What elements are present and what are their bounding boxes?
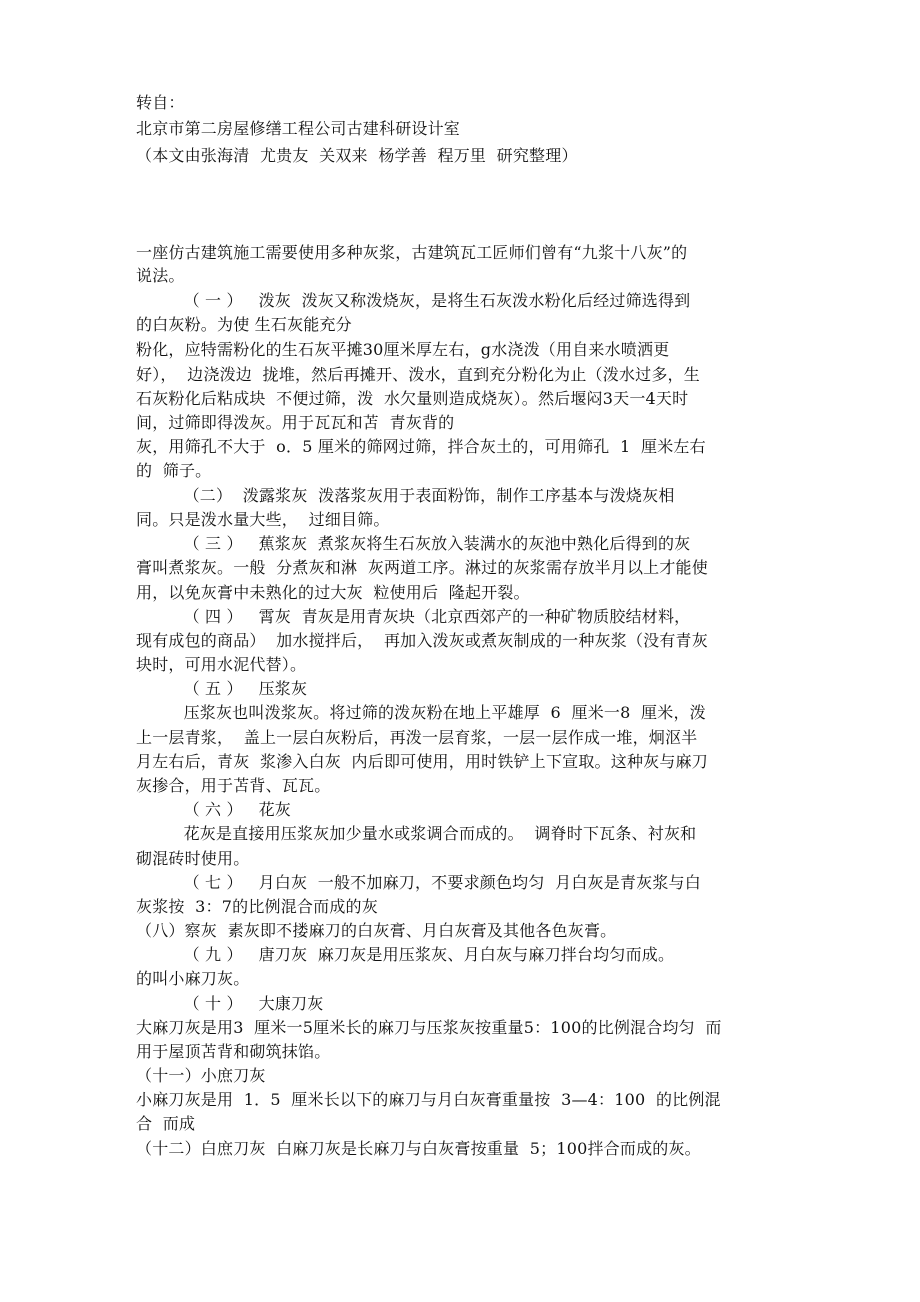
body-line: （二） 泼露浆灰 泼落浆灰用于表面粉饰，制作工序基本与泼烧灰相 (136, 486, 675, 505)
body-line: 灰，用筛孔不大于 o．5 厘米的筛网过筛，拌合灰土的，可用筛孔 1 厘米左右 (136, 437, 706, 456)
body-line: 的白灰粉。为使 生石灰能充分 (136, 315, 352, 334)
body-line: 好）， 边浇泼边 拢堆，然后再摊开、泼水，直到充分粉化为止（泼水过多，生 (136, 365, 700, 384)
body-line: 合 而成 (136, 1114, 196, 1133)
body-line: 月左右后，青灰 浆渗入白灰 内后即可使用，用时铁铲上下宣取。这种灰与麻刀 (136, 752, 708, 771)
authors-note: （本文由张海清 尤贵友 关双来 杨学善 程万里 研究整理） (136, 146, 578, 165)
body-line: （ 六 ） 花灰 (136, 800, 292, 819)
body-line: 同。只是泼水量大些， 过细目筛。 (136, 510, 390, 529)
body-line: 用，以免灰膏中未熟化的过大灰 粒使用后 隆起开裂。 (136, 583, 530, 602)
body-line: （ 七 ） 月白灰 一般不加麻刀，不要求颜色均匀 月白灰是青灰浆与白 (136, 873, 701, 892)
body-line: 砌混砖时使用。 (136, 849, 250, 868)
body-line: 块时，可用水泥代替）。 (136, 655, 307, 674)
organization-name: 北京市第二房屋修缮工程公司古建科研设计室 (136, 119, 461, 138)
body-line: 粉化，应特需粉化的生石灰平摊30厘米厚左右，g水浇泼（用自来水喷洒更 (136, 340, 670, 359)
body-line: 现有成包的商品） 加水搅拌后， 再加入泼灰或煮灰制成的一种灰浆（没有青灰 (136, 631, 708, 650)
body-line: 的 筛子。 (136, 461, 212, 480)
body-line: 说法。 (136, 266, 185, 285)
body-line: 膏叫煮浆灰。一般 分煮灰和淋 灰两道工序。淋过的灰浆需存放半月以上才能使 (136, 558, 708, 577)
body-line: 的叫小麻刀灰。 (136, 969, 250, 988)
body-line: 灰浆按 3：7的比例混合而成的灰 (136, 897, 378, 916)
body-line: 一座仿古建筑施工需要使用多种灰浆，古建筑瓦工匠师们曾有“九浆十八灰”的 (136, 243, 688, 262)
body-line: 用于屋顶苫背和砌筑抹馅。 (136, 1042, 331, 1061)
body-line: 小麻刀灰是用 1．5 厘米长以下的麻刀与月白灰膏重量按 3—4：100 的比例混 (136, 1090, 721, 1109)
body-line: （ 四 ） 霄灰 青灰是用青灰块（北京西郊产的一种矿物质胶结材料， (136, 607, 691, 626)
body-line: （八）察灰 素灰即不搂麻刀的白灰膏、月白灰膏及其他各色灰膏。 (136, 921, 617, 940)
body-line: 压浆灰也叫泼浆灰。将过筛的泼灰粉在地上平雄厚 6 厘米一8 厘米，泼 (136, 703, 706, 722)
body-line: （十二）白庶刀灰 白麻刀灰是长麻刀与白灰膏按重量 5；100拌合而成的灰。 (136, 1139, 701, 1158)
body-line: （ 九 ） 唐刀灰 麻刀灰是用压浆灰、月白灰与麻刀拌台均匀而成。 (136, 945, 675, 964)
body-line: （ 三 ） 蕉浆灰 煮浆灰将生石灰放入装满水的灰池中熟化后得到的灰 (136, 534, 691, 553)
body-line: （ 一 ） 泼灰 泼灰又称泼烧灰，是将生石灰泼水粉化后经过筛选得到 (136, 291, 691, 310)
body-line: 上一层青浆， 盖上一层白灰粉后，再泼一层育浆，一层一层作成一堆，炯沤半 (136, 728, 698, 747)
body-line: 大麻刀灰是用3 厘米一5厘米长的麻刀与压浆灰按重量5：100的比例混合均匀 而 (136, 1018, 722, 1037)
body-line: 花灰是直接用压浆灰加少量水或浆调合而成的。 调脊时下瓦条、衬灰和 (136, 824, 697, 843)
body-line: （十一）小庶刀灰 (136, 1066, 266, 1085)
body-line: 灰掺合，用于苫背、瓦瓦。 (136, 776, 331, 795)
source-label: 转自： (136, 93, 185, 112)
body-line: 间，过筛即得泼灰。用于瓦瓦和苫 青灰背的 (136, 413, 455, 432)
body-line: （ 十 ） 大康刀灰 (136, 994, 324, 1013)
body-line: （ 五 ） 压浆灰 (136, 679, 308, 698)
body-line: 石灰粉化后粘成块 不便过筛，泼 水欠量则造成烧灰）。然后堰闷3天一4天时 (136, 389, 689, 408)
